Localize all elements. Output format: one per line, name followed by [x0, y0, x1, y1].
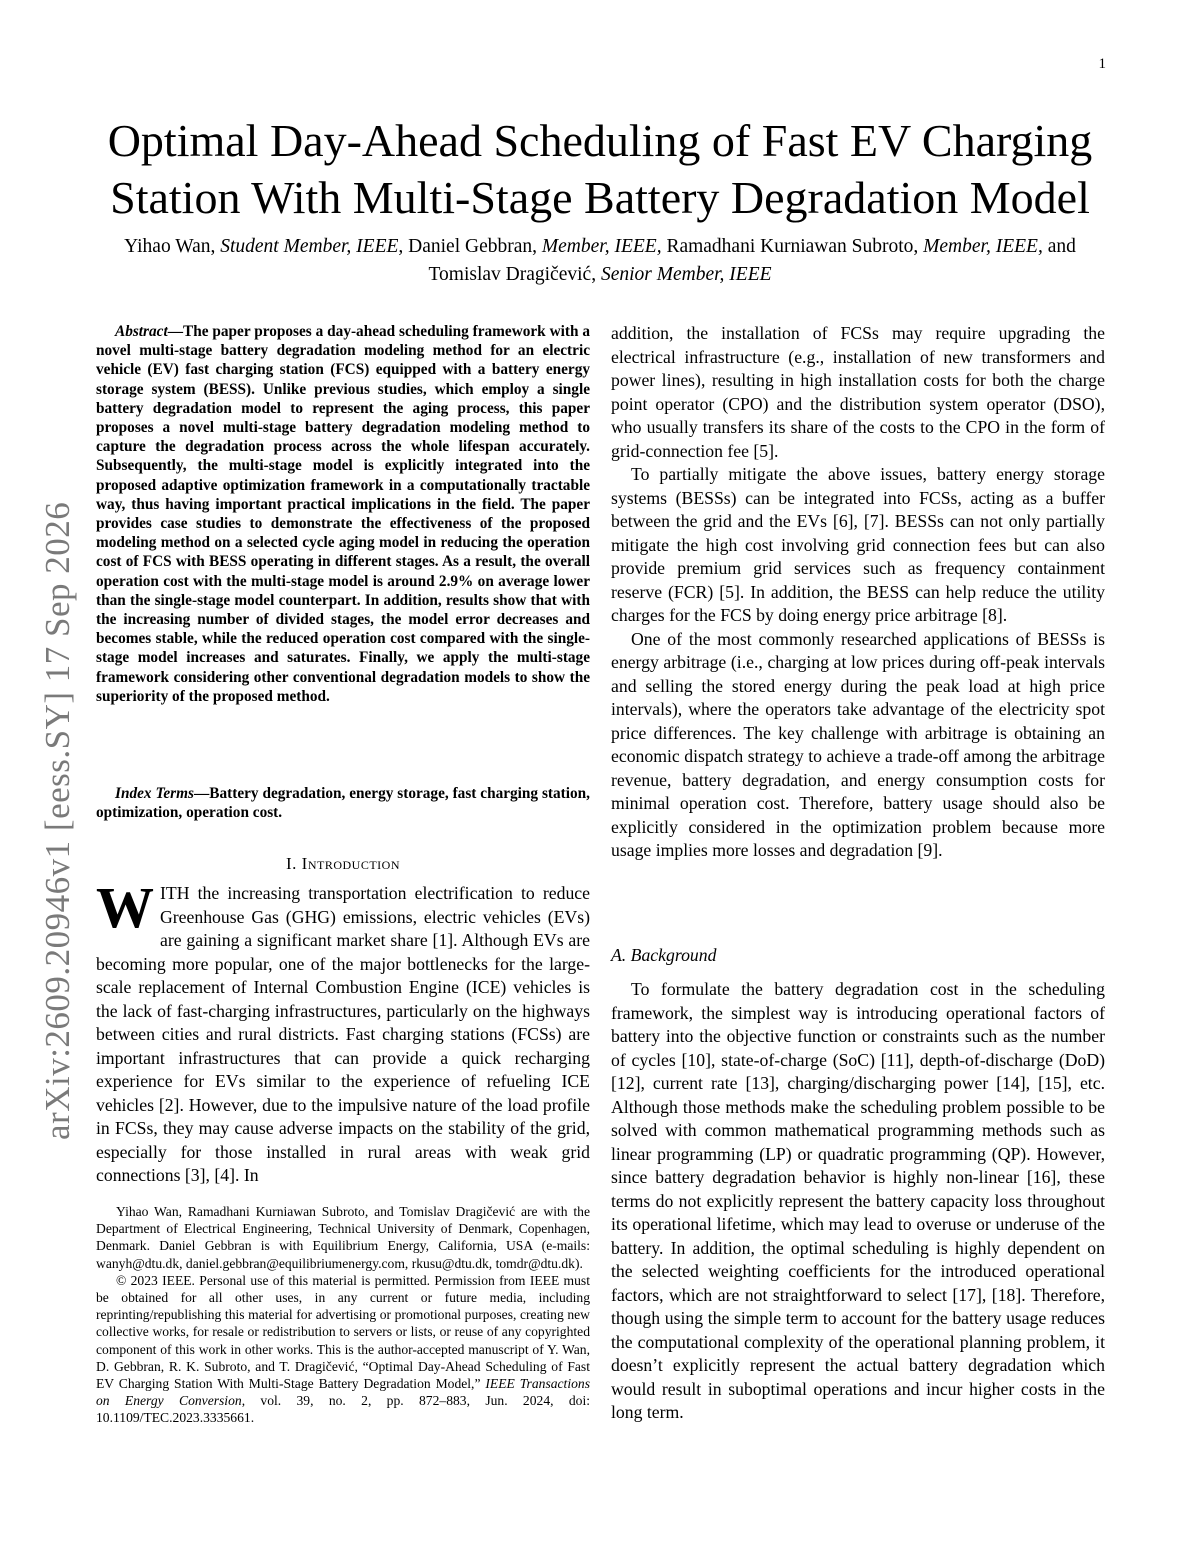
affiliation-footnote: Yihao Wan, Ramadhani Kurniawan Subroto, and Tomislav Dragičević are with the Department of Electrical Engineering, Technical University of Denmark, Copenhagen, Denmark. Daniel Gebbran is with Equilibrium Energy, California, USA (e-mails: wanyh@dtu.dk, daniel.gebbran@equilibriumenergy.com, rkusu@dtu.dk, tomdr@dtu.dk). [96, 1204, 590, 1271]
author-membership: Student Member, IEEE, [220, 236, 404, 257]
author-membership: Member, IEEE, [923, 236, 1043, 257]
author-name: and Tomislav Dragičević, [428, 236, 1076, 285]
page-number: 1 [1098, 56, 1106, 72]
author-membership: Senior Member, IEEE [600, 264, 772, 285]
paragraph-bess: To partially mitigate the above issues, battery energy storage systems (BESSs) can be integrated into FCSs, acting as a buffer between the grid and the EVs [6], [7]. BESSs can not only partially mitigate the high cost involving grid connection fees but can also provide premium grid services such as frequency containment reserve (FCR) [5]. In addition, the BESS can help reduce the utility charges for the FCS by doing energy price arbitrage [8]. [611, 464, 1105, 625]
right-column-body [611, 322, 1105, 863]
author-list [120, 233, 1080, 289]
section-heading-introduction [96, 853, 590, 875]
index-terms [96, 784, 590, 822]
drop-cap: W [96, 875, 154, 940]
footnotes [96, 1203, 590, 1427]
paragraph-background: To formulate the battery degradation cost in the scheduling framework, the simplest way is introducing operational factors of battery into the objective function or constraints such as the number of cycles [10], state-of-charge (SoC) [11], depth-of-discharge (DoD) [12], current rate [13], charging/discharging power [14], [15], etc. Although those methods make the scheduling problem possible to be solved with common mathematical programming methods such as linear programming (LP) or quadratic programming (QP). However, since battery degradation behavior is highly non-linear [16], these terms do not explicitly represent the battery capacity loss throughout its operational lifetime, which may lead to overuse or underuse of the battery. In addition, the optimal scheduling is highly dependent on the selected weighting coefficients for the introduced operational factors, which are not straightforward to select [17], [18]. Therefore, though using the simple term to account for the battery usage reduces the computational complexity of the operational planning problem, it doesn’t explicitly represent the actual battery degradation which would result in suboptimal operations and incur higher costs in the long term. [611, 979, 1105, 1422]
copyright-footnote [96, 1272, 590, 1427]
paragraph-arbitrage: One of the most commonly researched applications of BESSs is energy arbitrage (i.e., charging at low prices during off-peak intervals and selling the stored energy during the peak load at high price intervals), where the operators take advantage of the electricity spot price differences. The key challenge with arbitrage is obtaining an economic dispatch strategy to achieve a trade-off among the arbitrage revenue, battery degradation, and energy consumption costs for minimal operation cost. Therefore, battery usage should also be explicitly considered in the optimization problem because more usage implies more losses and degradation [9]. [611, 628, 1105, 860]
index-terms-text: —Battery degradation, energy storage, fast charging station, optimization, operation cost. [96, 785, 590, 822]
introduction-paragraph [96, 875, 590, 1188]
section-number: I. [286, 854, 302, 873]
author-name: Ramadhani Kurniawan Subroto, [661, 236, 924, 257]
abstract-label: Abstract [115, 323, 168, 340]
section-title: Introduction [301, 854, 400, 873]
author-membership: Member, IEEE, [541, 236, 662, 257]
abstract [96, 322, 590, 706]
arxiv-identifier: arXiv:2609.20946v1 [eess.SY] 17 Sep 2026 [38, 501, 77, 1140]
arxiv-stamp [36, 420, 76, 1140]
author-name: Yihao Wan, [124, 236, 221, 257]
copyright-text: © 2023 IEEE. Personal use of this material is permitted. Permission from IEEE must be obtained for all other uses, in any current or future media, including reprinting/republishing this material for advertising or promotional purposes, creating new collective works, for resale or redistribution to servers or lists, or reuse of any copyrighted component of this work in other works. This is the author-accepted manuscript of Y. Wan, D. Gebbran, R. K. Subroto, and T. Dragičević, “Optimal Day-Ahead Scheduling of Fast EV Charging Station With Multi-Stage Battery Degradation Model,” [96, 1272, 590, 1392]
journal-name: IEEE Transactions on Energy Conversion [96, 1376, 590, 1409]
index-terms-label: Index Terms [115, 785, 194, 802]
paragraph-continued: addition, the installation of FCSs may require upgrading the electrical infrastructure (e.g., installation of new transformers and power lines), resulting in high installation costs for both the charge point operator (CPO) and the distribution system operator (DSO), who usually transfers its share of the costs to the CPO in the form of grid-connection fee [5]. [611, 323, 1105, 461]
abstract-text: —The paper proposes a day-ahead scheduling framework with a novel multi-stage battery degradation modeling method for an electric vehicle (EV) fast charging station (FCS) equipped with a battery energy storage system (BESS). Unlike previous studies, which employ a single battery degradation model to represent the aging process, this paper proposes a novel multi-stage battery degradation modeling method to capture the degradation process across the whole lifespan accurately. Subsequently, the multi-stage model is explicitly integrated into the proposed adaptive optimization framework in a computationally tractable way, thus having important practical implications in the field. The paper provides case studies to demonstrate the effectiveness of the proposed modeling method on a selected cycle aging model in reducing the operation cost of FCS with BESS operating in different stages. As a result, the overall operation cost with the multi-stage model is around 2.9% on average lower than the single-stage model counterpart. In addition, results show that with the increasing number of divided stages, the model error decreases and becomes stable, while the reduced operation cost compared with the single-stage model increases and saturates. Finally, we apply the multi-stage framework considering other conventional degradation models to show the superiority of the proposed method. [96, 323, 590, 705]
subsection-heading-background: A. Background [611, 945, 717, 965]
citation-details: , vol. 39, no. 2, pp. 872–883, Jun. 2024, doi: 10.1109/TEC.2023.3335661. [96, 1393, 590, 1426]
introduction-text: ITH the increasing transportation electrification to reduce Greenhouse Gas (GHG) emissions, electric vehicles (EVs) are gaining a significant market share [1]. Although EVs are becoming more popular, one of the major bottlenecks for the large-scale replacement of Internal Combustion Engine (ICE) vehicles is the lack of fast-charging infrastructures, particularly on the highways between cities and rural districts. Fast charging stations (FCSs) are important infrastructures that can provide a quick recharging experience for EVs similar to the experience of refueling ICE vehicles [2]. However, due to the impulsive nature of the load profile in FCSs, they may cause adverse impacts on the stability of the grid, especially for those installed in rural areas with weak grid connections [3], [4]. In [96, 883, 590, 1185]
author-name: Daniel Gebbran, [403, 236, 542, 257]
paper-title: Optimal Day-Ahead Scheduling of Fast EV Charging Station With Multi-Stage Battery Degradation Model [107, 115, 1093, 223]
